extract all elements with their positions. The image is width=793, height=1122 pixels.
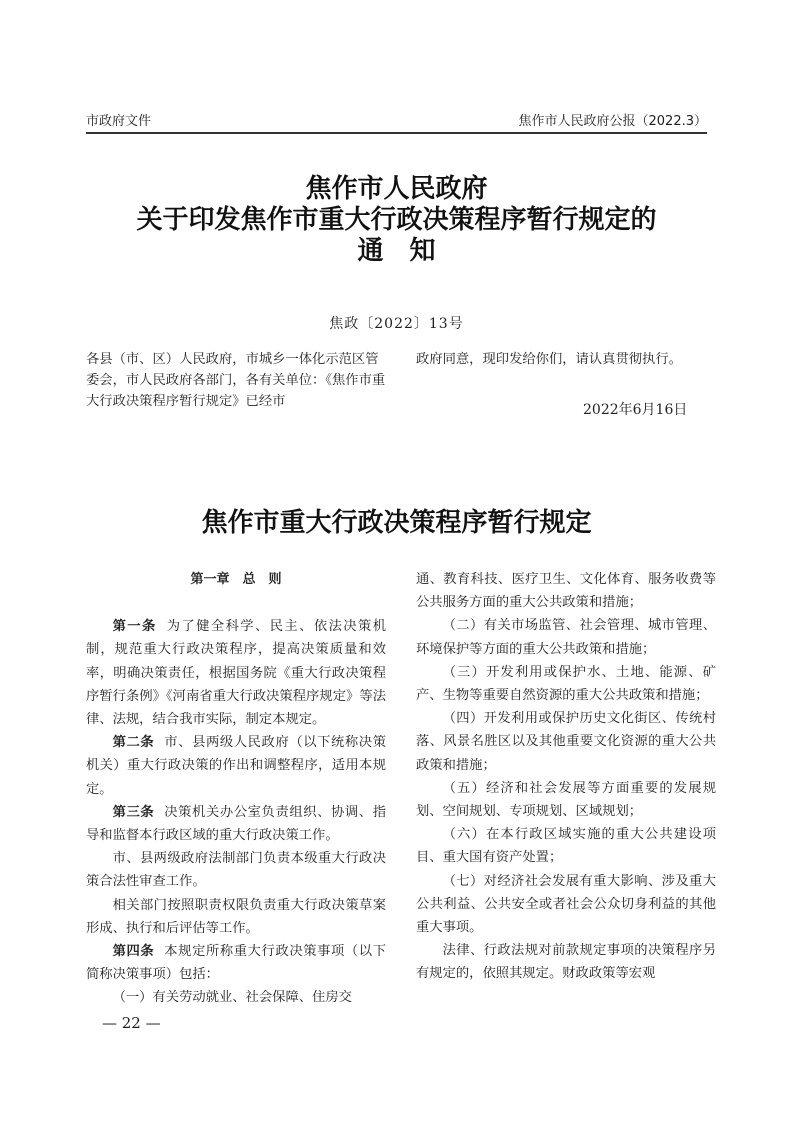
paragraph: （五）经济和社会发展等方面重要的发展规划、空间规划、专项规划、区域规划； [416, 780, 716, 820]
paragraph [86, 731, 386, 801]
paragraph: 法律、行政法规对前款规定事项的决策程序另有规定的，依照其规定。财政政策等宏观 [416, 943, 716, 982]
notice-body-left: 各县（市、区）人民政府，市城乡一体化示范区管委会，市人民政府各部门，各有关单位：《焦作市重大行政决策程序暂行规定》已经市 [86, 352, 386, 409]
paragraph: （三）开发利用或保护水、土地、能源、矿产、生物等重要自然资源的重大公共政策和措施； [416, 664, 716, 704]
article-number: 第一条 [112, 619, 157, 635]
paragraph [86, 940, 386, 986]
paragraph-text: 本规定所称重大行政决策事项（以下简称决策事项）包括： [86, 944, 387, 983]
paragraph [86, 894, 386, 940]
paragraph: 通、教育科技、医疗卫生、文化体育、服务收费等公共服务方面的重大公共政策和措施； [416, 572, 716, 611]
document-number: 焦政〔2022〕13号 [329, 316, 464, 332]
page-number: — 22 — [102, 1014, 161, 1032]
notice-title-line: 焦作市人民政府 [305, 174, 488, 204]
header-section-label: 市政府文件 [86, 114, 152, 129]
paragraph: （四）开发利用或保护历史文化街区、传统村落、风景名胜区以及其他重要文化资源的重大公共政策和措施； [416, 711, 716, 773]
paragraph-text: （一）有关劳动就业、社会保障、住房交 [112, 990, 352, 1006]
paragraph [86, 986, 386, 1009]
paragraph-text: 市、县两级政府法制部门负责本级重大行政决策合法性审查工作。 [86, 851, 386, 890]
paragraph-text: 为了健全科学、民主、依法决策机制，规范重大行政决策程序，提高决策质量和效率，明确决策责任，根据国务院《重大行政决策程序暂行条例》《河南省重大行政决策程序规定》等法律、法规，结合我市实际，制定本规定。 [86, 619, 387, 728]
paragraph-text: 决策机关办公室负责组织、协调、指导和监督本行政区域的重大行政决策工作。 [86, 804, 387, 844]
paragraph [86, 615, 386, 731]
page-header [86, 108, 707, 134]
notice-date: 2022年6月16日 [583, 402, 688, 418]
paragraph: （二）有关市场监管、社会管理、城市管理、环境保护等方面的重大公共政策和措施； [416, 618, 716, 657]
notice-title [0, 174, 793, 267]
chapter-heading: 第一章 总 则 [190, 572, 282, 587]
header-publication-label: 焦作市人民政府公报（2022.3） [518, 114, 707, 129]
paragraph-text: 市、县两级人民政府（以下统称决策机关）重大行政决策的作出和调整程序，适用本规定。 [86, 735, 387, 797]
left-column [86, 568, 386, 1010]
paragraph: （七）对经济社会发展有重大影响、涉及重大公共利益、公共安全或者社会公众切身利益的其他重大事项。 [416, 873, 716, 936]
article-number: 第二条 [112, 735, 155, 751]
article-number: 第三条 [112, 804, 155, 820]
paragraph [86, 801, 386, 847]
notice-title-line: 关于印发焦作市重大行政决策程序暂行规定的 [136, 205, 657, 235]
right-column [416, 568, 716, 986]
paragraph: （六）在本行政区域实施的重大公共建设项目、重大国有资产处置； [416, 827, 716, 866]
paragraph-text: 相关部门按照职责权限负责重大行政决策草案形成、执行和后评估等工作。 [86, 897, 386, 936]
paragraph [86, 847, 386, 893]
article-number: 第四条 [112, 944, 155, 960]
notice-title-line: 通 知 [357, 236, 436, 266]
notice-body-right: 政府同意，现印发给你们，请认真贯彻执行。 [416, 352, 682, 367]
regulation-title: 焦作市重大行政决策程序暂行规定 [201, 508, 592, 538]
